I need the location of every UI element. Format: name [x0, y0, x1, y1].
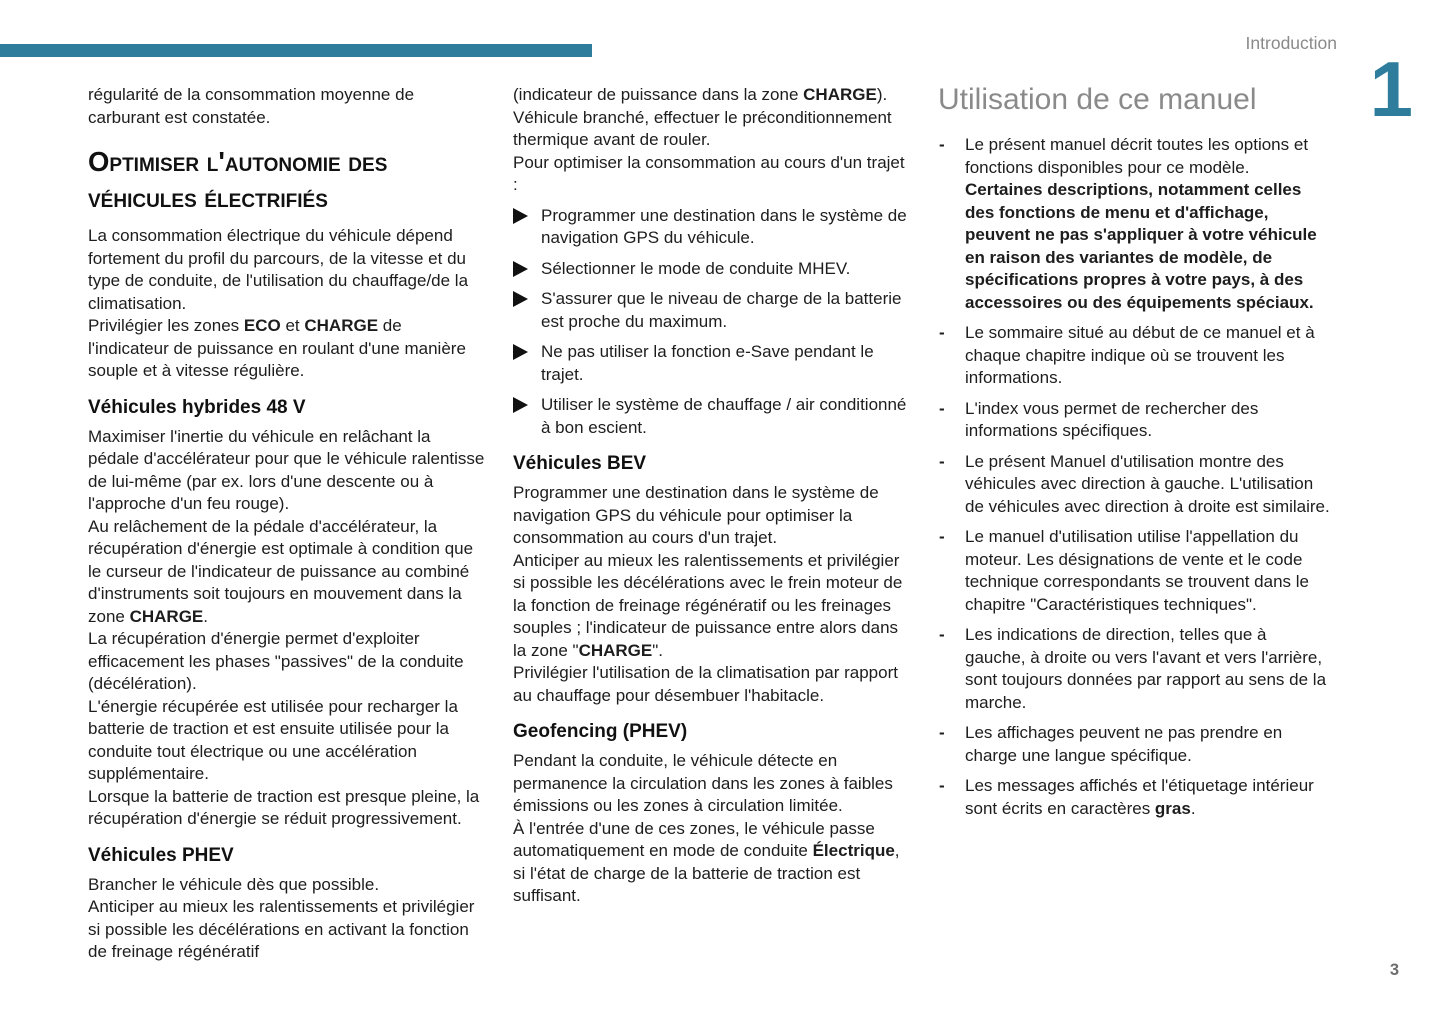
item-text: Privilégier l'utilisation de la climatisation par rapport au chauffage pour désembuer l'habitacle.: [513, 663, 898, 705]
paragraph: [88, 84, 485, 129]
list-item: [513, 258, 911, 281]
item-text: Programmer une destination dans le système de navigation GPS du véhicule.: [541, 205, 907, 247]
item-text: L'énergie récupérée est utilisée pour recharger la batterie de traction et est ensuite utilisée pour la conduite tout électrique ou une accélération supplémentaire.: [88, 696, 458, 783]
item-text: Anticiper au mieux les ralentissements et privilégier si possible les décélérations avec le frein moteur de la fonction de freinage régénératif ou les freinages souples ; l'indicateur de puissance entre alors dans la zone "CHARGE".: [513, 550, 903, 660]
column-title: Utilisation de ce manuel: [938, 83, 1257, 116]
subsection-heading: Véhicules hybrides 48 V: [88, 396, 306, 418]
arrow-bullet-icon: [513, 261, 528, 277]
dash-bullet-icon: -: [939, 398, 945, 418]
item-text: Anticiper au mieux les ralentissements et privilégier si possible les décélérations en activant la fonction de freinage régénératif: [88, 897, 475, 961]
dash-bullet-icon: -: [939, 527, 945, 546]
running-header: Introduction: [1245, 33, 1337, 53]
item-text: S'assurer que le niveau de charge de la batterie est proche du maximum.: [541, 289, 902, 331]
paragraph: [88, 874, 485, 897]
item-text: À l'entrée d'une de ces zones, le véhicule passe automatiquement en mode de conduite Électrique, si l'état de charge de la batterie de traction est suffisant.: [513, 818, 900, 905]
paragraph: [88, 225, 485, 315]
column-left: [88, 84, 485, 964]
arrow-bullet-icon: [513, 344, 528, 360]
paragraph: [88, 426, 485, 516]
paragraph: [88, 628, 485, 696]
item-text: régularité de la consommation moyenne de carburant est constatée.: [88, 85, 415, 127]
item-text: Pour optimiser la consommation au cours d'un trajet :: [513, 152, 905, 194]
subsection-heading: Véhicules PHEV: [88, 844, 234, 866]
item-text: Ne pas utiliser la fonction e-Save pendant le trajet.: [541, 342, 874, 384]
arrow-bullet-icon: [513, 208, 528, 224]
column-right: [938, 82, 1330, 820]
paragraph: [88, 516, 485, 629]
subsection-heading: Geofencing (PHEV): [513, 721, 688, 742]
paragraph: [513, 84, 911, 107]
item-text: Brancher le véhicule dès que possible.: [88, 874, 380, 894]
arrow-bullet-icon: [513, 397, 528, 413]
item-text: Utiliser le système de chauffage / air conditionné à bon escient.: [541, 395, 907, 437]
item-text: (indicateur de puissance dans la zone CHARGE).: [513, 85, 888, 104]
list-item: [513, 394, 911, 439]
paragraph: [88, 786, 485, 831]
paragraph: [88, 315, 485, 383]
item-text: Le sommaire situé au début de ce manuel et à chaque chapitre indique où se trouvent les informations.: [965, 323, 1315, 387]
paragraph: [513, 818, 911, 908]
list-item: [938, 134, 1330, 314]
item-text: Véhicule branché, effectuer le préconditionnement thermique avant de rouler.: [513, 107, 892, 149]
dash-bullet-icon: -: [939, 723, 945, 742]
list-item: [938, 624, 1330, 714]
paragraph: [513, 550, 911, 663]
item-text: Maximiser l'inertie du véhicule en relâchant la pédale d'accélérateur pour que le véhicule ralentisse de lui-même (par ex. lors d'une descente ou à l'approche d'un feu rouge).: [88, 426, 485, 513]
item-text: Pendant la conduite, le véhicule détecte en permanence la circulation dans les zones à faibles émissions ou les zones à circulation limitée.: [513, 751, 893, 815]
paragraph: [513, 152, 911, 197]
paragraph: [88, 696, 485, 786]
list-item: [513, 205, 911, 250]
paragraph: [88, 896, 485, 964]
column-center: [513, 84, 911, 908]
dash-bullet-icon: -: [939, 323, 945, 342]
item-text: Au relâchement de la pédale d'accélérateur, la récupération d'énergie est optimale à condition que le curseur de l'indicateur de puissance au combiné d'instruments soit toujours en mouvement dans la zone CHARGE.: [88, 516, 474, 626]
page-number: 3: [1389, 961, 1399, 979]
item-text: Le manuel d'utilisation utilise l'appellation du moteur. Les désignations de vente et le code technique correspondants se trouvent dans le chapitre "Caractéristiques techniques".: [965, 527, 1310, 614]
dash-bullet-icon: -: [939, 451, 945, 471]
list-item: [938, 526, 1330, 616]
item-text: La consommation électrique du véhicule dépend fortement du profil du parcours, de la vitesse et du type de conduite, de l'utilisation du chauffage/de la climatisation.: [88, 226, 469, 313]
dash-bullet-icon: -: [939, 625, 945, 644]
item-text: Le présent manuel décrit toutes les options et fonctions disponibles pour ce modèle. Certaines descriptions, notamment celles des fonctions de menu et d'affichage, peuvent ne pas s'appliquer à votre véhicule en raison des variantes de modèle, de spécifications propres à votre pays, à des accessoires ou des équipements spéciaux.: [965, 135, 1317, 312]
item-text: Privilégier les zones ECO et CHARGE de l'indicateur de puissance en roulant d'une manière souple et à vitesse régulière.: [88, 316, 466, 380]
list-item: [513, 341, 911, 386]
item-text: L'index vous permet de rechercher des informations spécifiques.: [965, 398, 1259, 440]
list-item: [938, 398, 1330, 443]
chapter-number: 1: [1369, 45, 1413, 133]
item-text: Lorsque la batterie de traction est presque pleine, la récupération d'énergie se réduit progressivement.: [88, 786, 480, 828]
list-item: [938, 451, 1330, 519]
dash-bullet-icon: -: [939, 135, 945, 154]
paragraph: [513, 662, 911, 707]
paragraph: [513, 482, 911, 550]
list-item: [513, 288, 911, 333]
subsection-heading: Véhicules BEV: [513, 453, 647, 474]
item-text: Programmer une destination dans le système de navigation GPS du véhicule pour optimiser la consommation au cours d'un trajet.: [513, 483, 879, 547]
paragraph: [513, 750, 911, 818]
paragraph: [513, 107, 911, 152]
list-item: [938, 322, 1330, 390]
list-item: [938, 722, 1330, 767]
section-heading: Optimiser l'autonomie des véhicules électrifiés: [88, 146, 388, 213]
accent-bar: [0, 44, 592, 57]
item-text: Les messages affichés et l'étiquetage intérieur sont écrits en caractères gras.: [965, 776, 1314, 818]
item-text: Les affichages peuvent ne pas prendre en charge une langue spécifique.: [965, 723, 1283, 765]
item-text: Les indications de direction, telles que à gauche, à droite ou vers l'avant et vers l'arrière, sont toujours données par rapport au sens de la marche.: [965, 625, 1327, 712]
item-text: Sélectionner le mode de conduite MHEV.: [541, 258, 851, 278]
item-text: Le présent Manuel d'utilisation montre des véhicules avec direction à gauche. L'utilisation de véhicules avec direction à droite est similaire.: [965, 451, 1330, 516]
arrow-bullet-icon: [513, 291, 528, 307]
item-text: La récupération d'énergie permet d'exploiter efficacement les phases "passives" de la conduite (décélération).: [88, 629, 464, 693]
list-item: [938, 775, 1330, 820]
dash-bullet-icon: -: [939, 776, 945, 795]
